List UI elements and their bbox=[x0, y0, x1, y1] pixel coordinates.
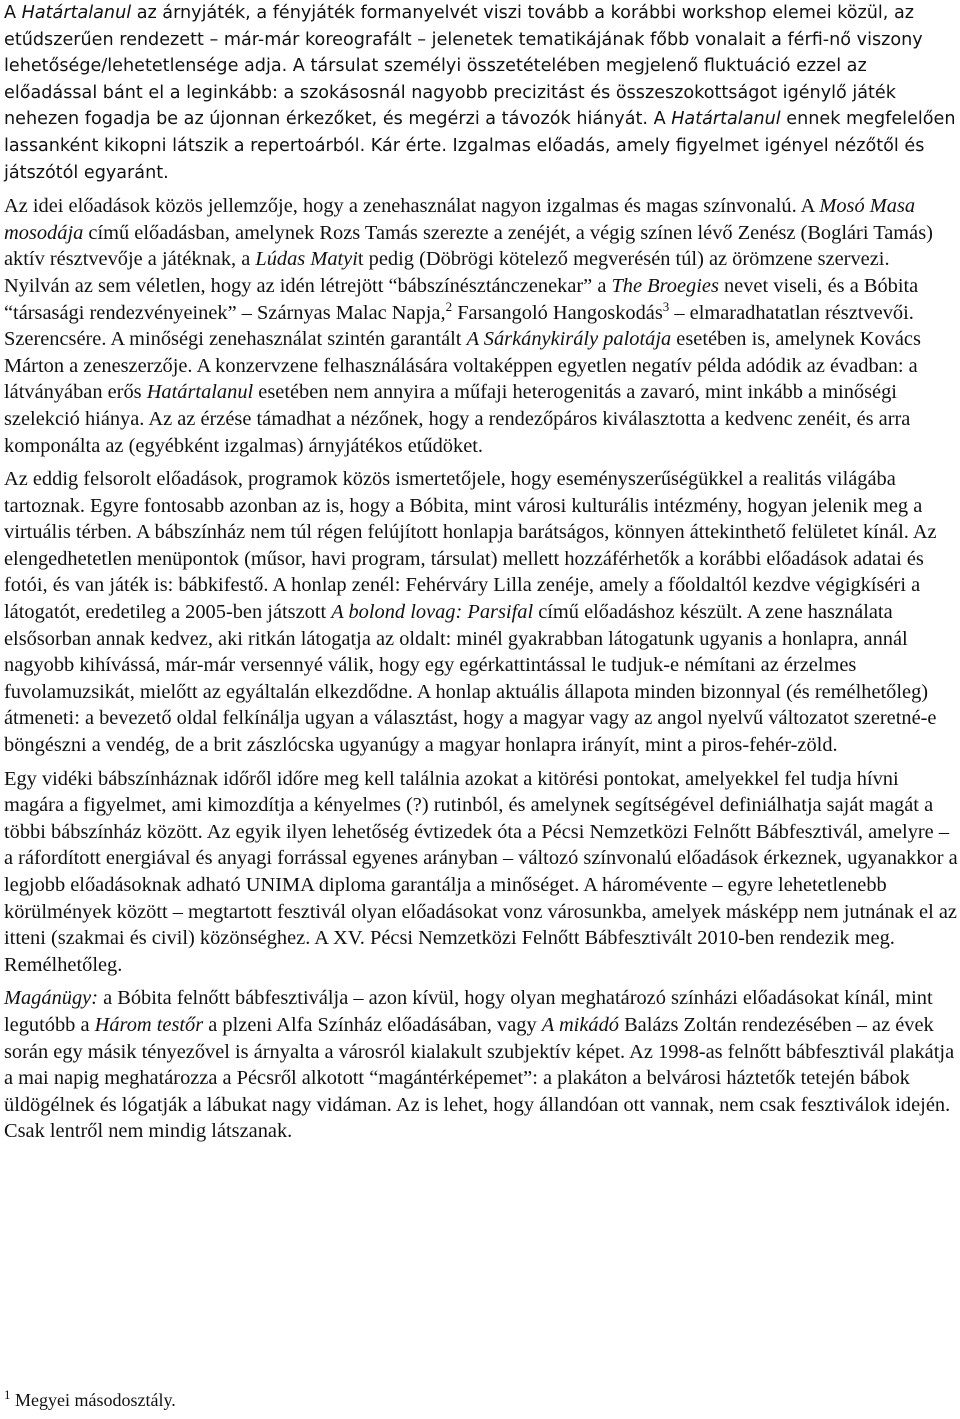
text-run: az árnyjáték, a fényjáték formanyelvét viszi tovább a korábbi workshop elemei közül, az etűdszerűen rendezett – már-már koreografált – jelenetek tematikájának főbb vonalait a férfi-nő viszony lehetősége/lehetetlensége adja. A társulat személyi összetételében megjelenő fluktuáció ezzel az előadással bánt el a leginkább: a szokásosnál nagyobb precizitást és összeszokottságot igénylő játék nehezen fogadja be az újonnan érkezőket, és megérzi a távozók hiányát. A bbox=[4, 3, 923, 130]
text-run: esetében nem annyira a műfaji heterogenitás a zavaró, mint inkább a minőségi szelekció hiánya. Az az érzése támadhat a nézőnek, hogy a rendezőpáros kiválasztotta a kedvenc zenéit, és arra komponálta az (egyébként izgalmas) árnyjátékos etűdöket. bbox=[4, 381, 911, 457]
text-run: nevet viseli, és a Bóbita “társasági rendezvényeinek” – Szárnyas Malac Napja, bbox=[4, 274, 919, 324]
paragraph-website bbox=[4, 466, 958, 759]
text-run: a Bóbita felnőtt bábfesztiválja – azon kívül, hogy olyan meghatározó színházi előadásokat kínál, mint legutóbb a bbox=[4, 987, 933, 1036]
italic-title: Magánügy: bbox=[4, 987, 98, 1010]
italic-title: Határtalanul bbox=[21, 3, 132, 23]
paragraph-music bbox=[4, 193, 958, 459]
footnote-ref: 3 bbox=[662, 298, 670, 314]
text-run: A bbox=[4, 3, 22, 23]
footnote-ref: 2 bbox=[445, 298, 453, 314]
text-run: Egy vidéki bábszínháznak időről időre meg kell találnia azokat a kitörési pontokat, amelyekkel fel tudja hívni magára a figyelmet, ami kimozdítja a kényelmes (?) rutinból, és amelynek segítségével definiálhatja saját magát a többi bábszínház között. Az egyik ilyen lehetőség évtizedek óta a Pécsi Nemzetközi Felnőtt Bábfesztivál, amelyre – a ráfordított energiával és anyagi forrással egyenes arányban – változó színvonalú előadások érkeznek, ugyanakkor a legjobb előadásoknak adható UNIMA diploma garantálja a minőséget. A háromévente – egyre lehetetlenebb körülmények között – megtartott fesztivál olyan előadásokat vonz városunkba, amelyek másképp nem jutnának el az itteni (szakmai és civil) közönséghez. A XV. Pécsi Nemzetközi Felnőtt Bábfesztivált 2010-ben rendezik meg. Remélhetőleg. bbox=[4, 767, 958, 976]
italic-title: A mikádó bbox=[541, 1013, 619, 1036]
text-run: – elmaradhatatlan résztvevői. Szerencsére. A minőségi zenehasználat szintén garantált bbox=[4, 301, 914, 351]
italic-title: Határtalanul bbox=[146, 381, 254, 404]
italic-title: Mosó Masa mosodája bbox=[4, 195, 916, 244]
footnote-text: Megyei másodosztály. bbox=[15, 1390, 176, 1410]
paragraph-hatartalanul bbox=[4, 0, 958, 186]
italic-title: A bolond lovag: Parsifal bbox=[331, 601, 534, 624]
text-run: című előadásban, amelynek Rozs Tamás szerezte a zenéjét, a végig színen lévő Zenész (Boglári Tamás) aktív résztvevője a játéknak, a bbox=[4, 221, 933, 271]
text-run: a plzeni Alfa Színház előadásában, vagy bbox=[203, 1013, 542, 1036]
paragraph-festival bbox=[4, 766, 958, 979]
text-run: Farsangoló Hangoskodás bbox=[452, 301, 663, 324]
italic-title: Határtalanul bbox=[671, 109, 781, 130]
italic-title: A Sárkánykirály palotája bbox=[466, 328, 672, 351]
text-run: esetében is, amelynek Kovács Márton a zeneszerzője. A konzervzene felhasználására voltaképpen egyetlen negatív példa adódik az évadban: a látványában erős bbox=[4, 328, 921, 404]
italic-title: Lúdas Matyi bbox=[255, 248, 358, 271]
text-run: Balázs Zoltán rendezésében – az évek során egy másik tényezővel is árnyalta a városról kialakult szubjektív képet. Az 1998-as felnőtt bábfesztivál plakátja a mai napig meghatározza a Pécsről alkotott “magántérképemet”: a plakáton a belvárosi háztetők tetején bábok üldögélnek és lógatják a lábukat nagy vidáman. Az is lehet, hogy állandóan ott vannak, nem csak fesztiválok idején. Csak lentről nem mindig látszanak. bbox=[4, 1013, 955, 1143]
italic-title: Három testőr bbox=[94, 1013, 204, 1036]
footnote bbox=[4, 1388, 176, 1412]
italic-title: The Broegies bbox=[611, 274, 719, 297]
text-run: című előadáshoz készült. A zene használata elsősorban annak kedvez, aki ritkán látogatja az oldalt: minél gyakrabban látogatunk ugyanis a honlapra, annál nagyobb kihívássá, már-már versennyé válik, hogy egy egérkattintással le tudjuk-e némítani az érzelmes fuvolamuzsikát, mielőtt az egyáltalán elkezdődne. A honlap aktuális állapota minden bizonnyal (és remélhetőleg) átmeneti: a bevezető oldal felkínálja ugyan a választást, hogy a magyar vagy az angol nyelvű változatot szeretné-e böngészni a vendég, de a brit zászlócska ugyanúgy a magyar honlapra irányít, mint a piros-fehér-zöld. bbox=[4, 601, 937, 757]
document-body bbox=[4, 0, 958, 1152]
paragraph-private-matter bbox=[4, 985, 958, 1145]
text-run: t pedig (Döbrögi kötelező megverésén túl) az örömzene szervezi. Nyilván az sem véletlen, hogy az idén létrejött “bábszínésztánczenekar” a bbox=[4, 248, 890, 297]
text-run: Az idei előadások közös jellemzője, hogy a zenehasználat nagyon izgalmas és magas színvonalú. A bbox=[4, 195, 820, 218]
footnote-number: 1 bbox=[4, 1387, 11, 1402]
text-run: Az eddig felsorolt előadások, programok közös ismertetőjele, hogy eseményszerűségükkel a realitás világába tartoznak. Egyre fontosabb azonban az is, hogy a Bóbita, mint városi kulturális intézmény, hogyan jelenik meg a virtuális térben. A bábszínház nem túl régen felújított honlapja barátságos, könnyen áttekinthető felületet kínál. Az elengedhetetlen menüpontok (műsor, havi program, társulat) mellett hozzáférhetők a korábbi előadások adatai és fotói, és van játék is: bábkifestő. A honlap zenél: Fehérváry Lilla zenéje, amely a főoldaltól kezdve végigkíséri a látogatót, eredetileg a 2005-ben játszott bbox=[4, 468, 937, 624]
text-run: ennek megfelelően lassanként kikopni látszik a repertoárból. Kár érte. Izgalmas előadás, amely figyelmet igényel nézőtől és játszótól egyaránt. bbox=[4, 109, 956, 183]
